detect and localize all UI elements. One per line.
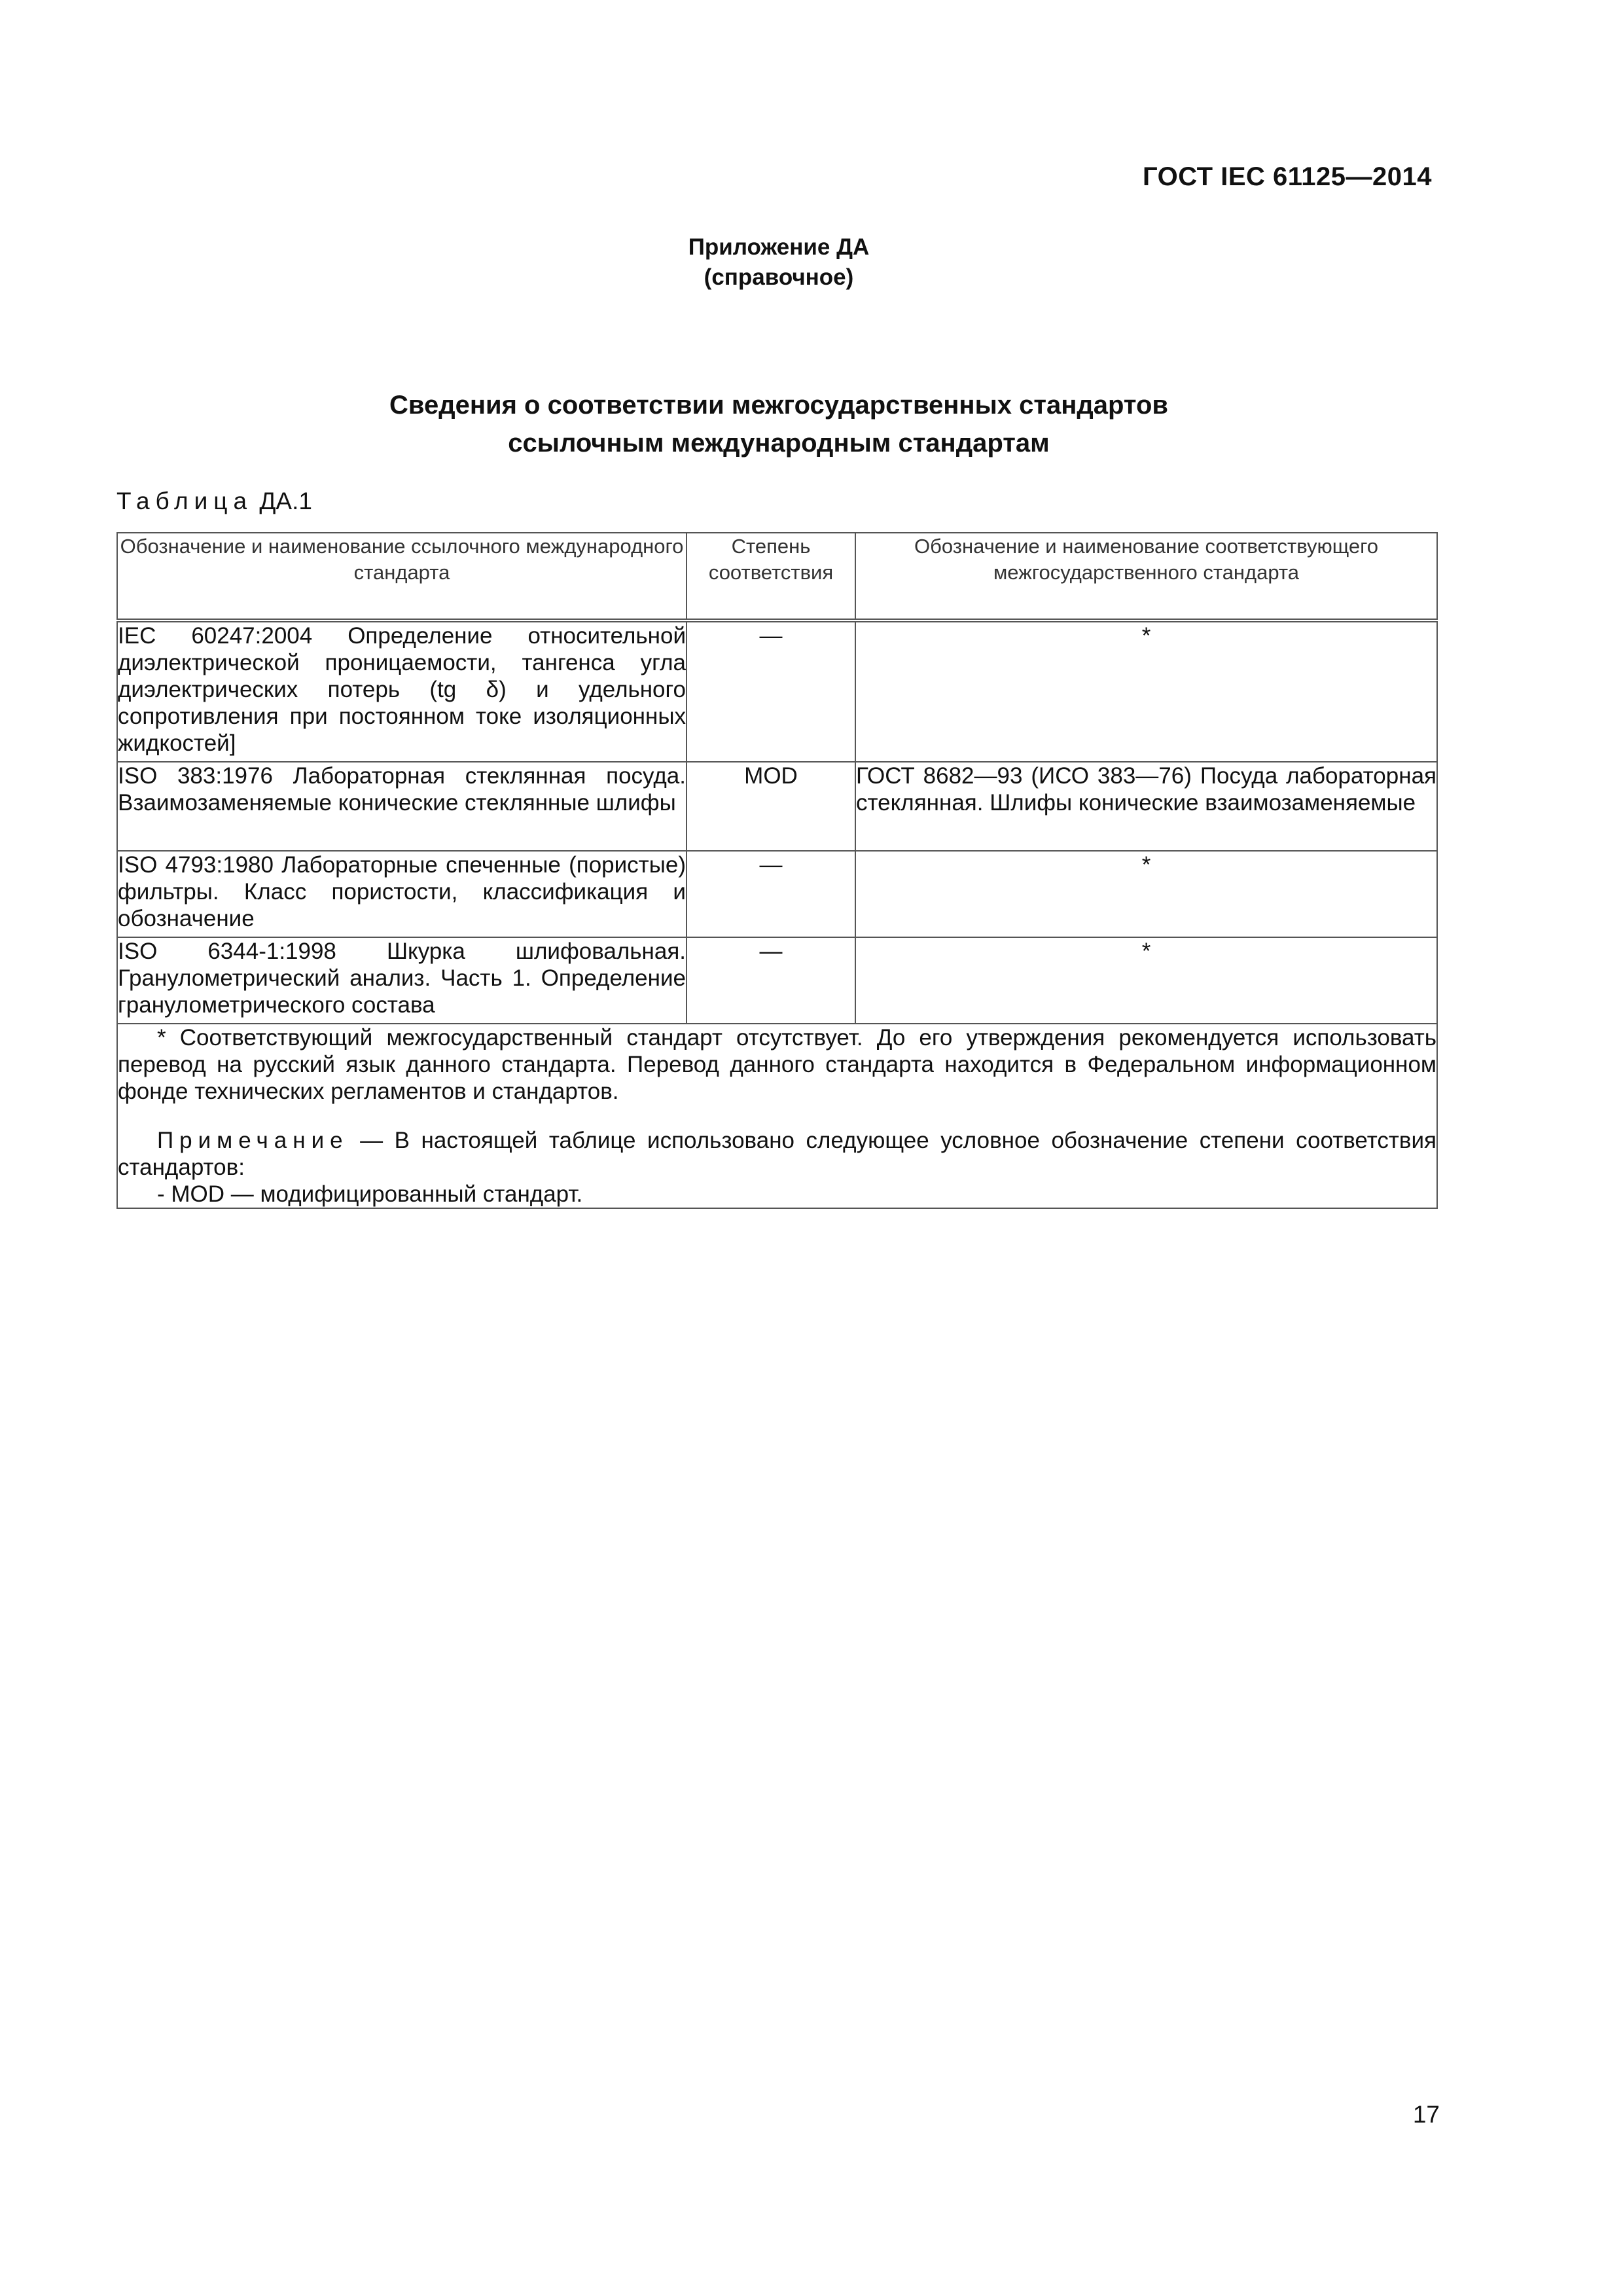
table-row bbox=[117, 762, 1437, 851]
table-label-word: Таблица bbox=[116, 488, 253, 514]
cell-degree: — bbox=[687, 620, 855, 762]
cell-international-standard: ISO 383:1976 Лабораторная стеклянная посуда. Взаимозаменяемые конические стеклянные шлифы bbox=[117, 762, 687, 851]
cell-degree: MOD bbox=[687, 762, 855, 851]
note-word: Примечание bbox=[157, 1128, 349, 1153]
document-code: ГОСТ IEC 61125—2014 bbox=[1143, 162, 1432, 191]
table-note bbox=[118, 1127, 1436, 1181]
appendix-title-block bbox=[0, 232, 1558, 293]
column-header-degree: Степень соответствия bbox=[687, 533, 855, 620]
table-row bbox=[117, 937, 1437, 1024]
section-heading-line-2: ссылочным международным стандартам bbox=[508, 429, 1050, 457]
column-header-interstate-standard: Обозначение и наименование соответствующего межгосударственного стандарта bbox=[855, 533, 1437, 620]
correspondence-table bbox=[116, 532, 1438, 1209]
table-footer bbox=[117, 1024, 1437, 1208]
table-label-number: ДА.1 bbox=[259, 488, 312, 514]
table-row bbox=[117, 851, 1437, 937]
cell-interstate-standard: ГОСТ 8682—93 (ИСО 383—76) Посуда лабораторная стеклянная. Шлифы конические взаимозаменяемые bbox=[855, 762, 1437, 851]
appendix-title: Приложение ДА bbox=[688, 234, 870, 260]
cell-international-standard: IEC 60247:2004 Определение относительной диэлектрической проницаемости, тангенса угла диэлектрических потерь (tg δ) и удельного сопротивления при постоянном токе изоляционных жидкостей] bbox=[117, 620, 687, 762]
table-footnote: * Соответствующий межгосударственный стандарт отсутствует. До его утверждения рекомендуется использовать перевод на русский язык данного стандарта. Перевод данного стандарта находится в Федеральном информационном фонде технических регламентов и стандартов. bbox=[118, 1025, 1436, 1104]
appendix-subtitle: (справочное) bbox=[704, 264, 854, 290]
cell-degree: — bbox=[687, 851, 855, 937]
cell-interstate-standard: * bbox=[855, 620, 1437, 762]
note-text: — В настоящей таблице использовано следующее условное обозначение степени соответствия стандартов: bbox=[118, 1128, 1436, 1180]
cell-interstate-standard: * bbox=[855, 937, 1437, 1024]
page-number: 17 bbox=[1412, 2101, 1440, 2128]
note-list-item: - MOD — модифицированный стандарт. bbox=[157, 1181, 583, 1207]
cell-interstate-standard: * bbox=[855, 851, 1437, 937]
cell-degree: — bbox=[687, 937, 855, 1024]
table-label bbox=[116, 488, 312, 515]
section-heading-line-1: Сведения о соответствии межгосударственных стандартов bbox=[389, 391, 1168, 420]
table-header-row bbox=[117, 533, 1437, 620]
cell-international-standard: ISO 4793:1980 Лабораторные спеченные (пористые) фильтры. Класс пористости, классификация и обозначение bbox=[117, 851, 687, 937]
table-footer-row bbox=[117, 1024, 1437, 1208]
cell-international-standard: ISO 6344-1:1998 Шкурка шлифовальная. Гранулометрический анализ. Часть 1. Определение гранулометрического состава bbox=[117, 937, 687, 1024]
section-heading bbox=[0, 386, 1558, 462]
table-row bbox=[117, 620, 1437, 762]
column-header-international-standard: Обозначение и наименование ссылочного международного стандарта bbox=[117, 533, 687, 620]
